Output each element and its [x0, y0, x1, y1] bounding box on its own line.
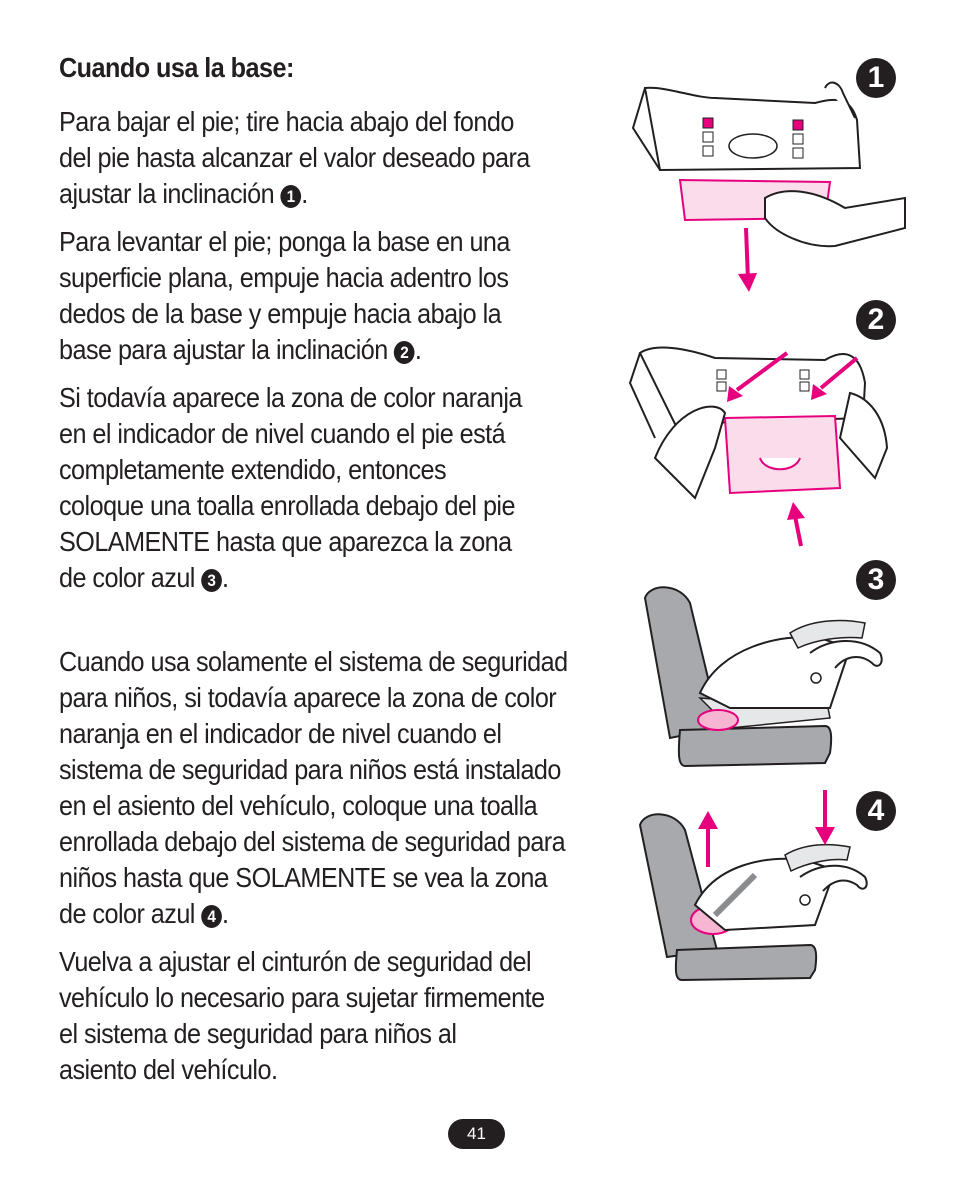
paragraph-end: .	[222, 562, 229, 593]
paragraph-text: Si todavía aparece la zona de color naranja en el indicador de nivel cuando el pie está completamente extendido, entonces coloque una toalla enrollada debajo del pie SOLAMENTE hasta que aparezca la zona de color azul	[59, 382, 522, 593]
paragraph-text: Cuando usa solamente el sistema de seguridad para niños, si todavía aparece la zona de color naranja en el indicador de nivel cuando el sistema de seguridad para niños está instalado en el asiento del vehículo, coloque una toalla enrollada debajo del sistema de seguridad para niños hasta que SOLAMENTE se vea la zona de color azul	[59, 646, 568, 929]
paragraph-text: Para bajar el pie; tire hacia abajo del fondo del pie hasta alcanzar el valor deseado para ajustar la inclinación	[59, 106, 530, 209]
figure-ref-badge: 4	[201, 905, 222, 928]
paragraph-raise-foot	[59, 224, 581, 368]
paragraph-end: .	[414, 334, 422, 365]
paragraph-text: Para levantar el pie; ponga la base en una superficie plana, empuje hacia adentro los dedos de la base y empuje hacia abajo la base para ajustar la inclinación	[59, 226, 510, 365]
paragraph-towel-seat	[59, 644, 581, 932]
instructions-text	[59, 50, 581, 1088]
figure-number-badge: 4	[856, 791, 896, 831]
figure-number-badge: 3	[856, 560, 896, 600]
section-heading: Cuando usa la base:	[59, 52, 294, 83]
figure-1-lower-foot	[625, 58, 915, 298]
figure-3-towel-under-foot	[640, 558, 915, 770]
paragraph-towel-foot	[59, 380, 581, 596]
figure-number-badge: 1	[856, 58, 896, 98]
paragraph-text: Vuelva a ajustar el cinturón de seguridad del vehículo lo necesario para sujetar firmemente el sistema de seguridad para niños al asiento del vehículo.	[59, 946, 545, 1085]
paragraph-end: .	[222, 898, 229, 929]
paragraph-readjust-belt	[59, 944, 581, 1088]
figure-ref-badge: 1	[281, 185, 302, 208]
figure-2-raise-foot	[625, 298, 915, 550]
paragraph-lower-foot	[59, 104, 581, 212]
paragraph-end: .	[301, 178, 308, 209]
figure-number-badge: 2	[856, 300, 896, 340]
figure-4-towel-under-seat	[635, 785, 915, 985]
figure-ref-badge: 3	[201, 569, 222, 592]
page-number: 41	[448, 1119, 505, 1149]
figure-ref-badge: 2	[394, 341, 415, 364]
